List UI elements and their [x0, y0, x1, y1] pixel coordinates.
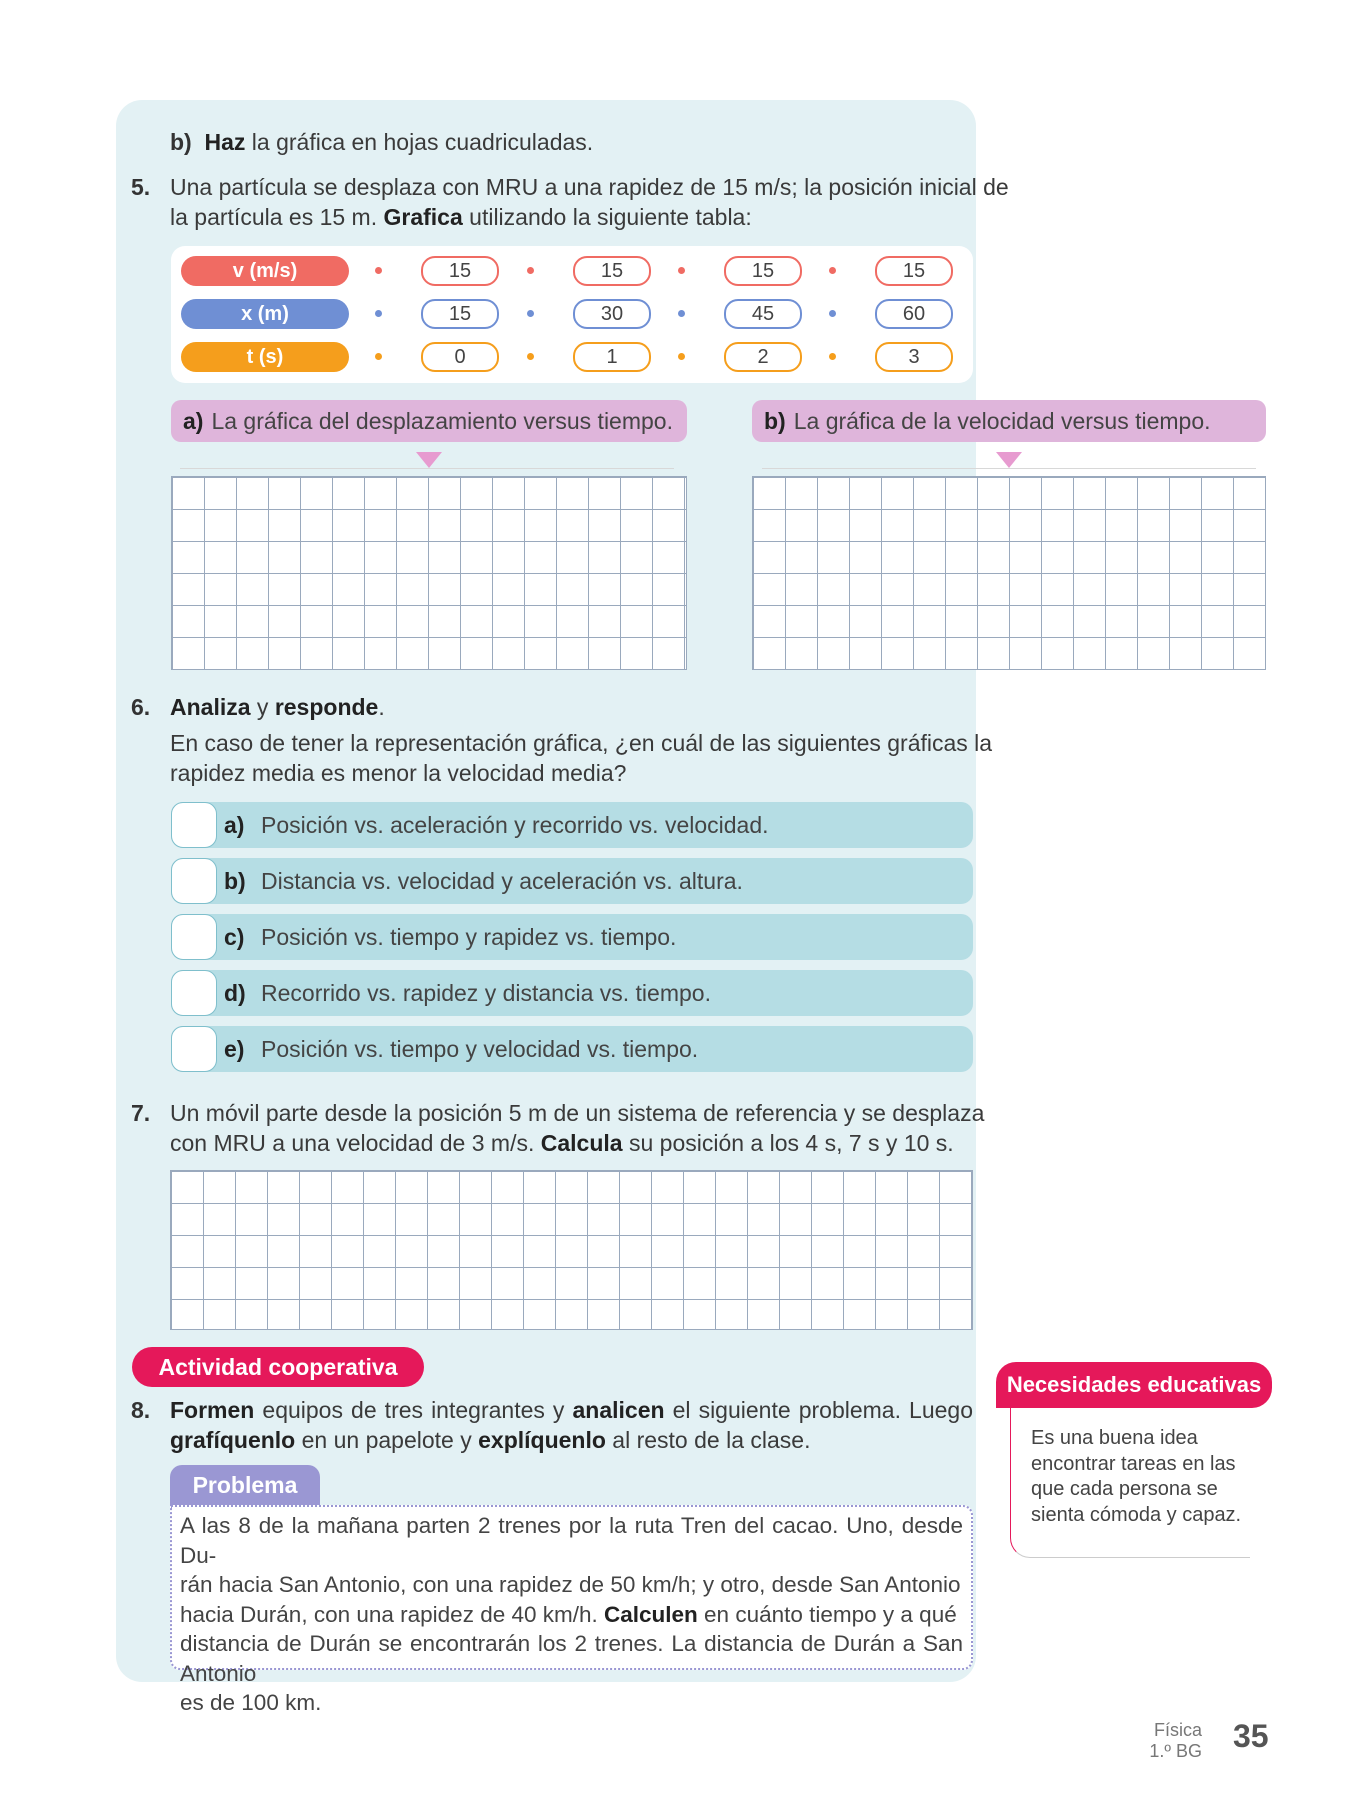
table-row — [181, 342, 961, 372]
q7-number: 7. — [131, 1100, 151, 1126]
item-b-top: b) Haz la gráfica en hojas cuadriculadas. — [170, 129, 594, 155]
option-label: b) — [224, 868, 246, 894]
option-d[interactable] — [171, 970, 973, 1016]
row-label: v (m/s) — [181, 256, 349, 286]
bullet-icon — [678, 310, 685, 317]
problema-line1: A las 8 de la mañana parten 2 trenes por la ruta Tren del cacao. Uno, desde Du- — [180, 1513, 963, 1568]
grid-graph-b[interactable] — [752, 476, 1266, 670]
bullet-icon — [829, 267, 836, 274]
q8-line2: grafíquenlo en un papelote y explíquenlo al resto de la clase. — [170, 1427, 811, 1453]
bullet-icon — [527, 310, 534, 317]
bullet-icon — [829, 310, 836, 317]
table-cell: 2 — [724, 342, 802, 372]
problema-line5: es de 100 km. — [180, 1690, 322, 1715]
answer-checkbox[interactable] — [171, 802, 217, 848]
bullet-icon — [375, 310, 382, 317]
answer-checkbox[interactable] — [171, 914, 217, 960]
q7-line1: Un móvil parte desde la posición 5 m de un sistema de referencia y se desplaza — [170, 1100, 985, 1126]
necesidades-box — [1010, 1408, 1250, 1558]
option-text: Recorrido vs. rapidez y distancia vs. tiempo. — [261, 980, 711, 1006]
graph-a-title: a) La gráfica del desplazamiento versus tiempo. — [171, 400, 687, 442]
bullet-icon — [678, 353, 685, 360]
option-text: Posición vs. aceleración y recorrido vs. velocidad. — [261, 812, 769, 838]
necesidades-line: sienta cómoda y capaz. — [1031, 1503, 1242, 1526]
answer-checkbox[interactable] — [171, 970, 217, 1016]
q6-title: Analiza y responde. — [170, 694, 385, 720]
table-cell: 1 — [573, 342, 651, 372]
table-cell: 45 — [724, 299, 802, 329]
grid-q7[interactable] — [170, 1170, 973, 1330]
option-label: d) — [224, 980, 246, 1006]
q7-line2: con MRU a una velocidad de 3 m/s. Calcula su posición a los 4 s, 7 s y 10 s. — [170, 1130, 954, 1156]
q6-number: 6. — [131, 694, 151, 720]
pointer-b-icon — [996, 452, 1022, 468]
bullet-icon — [375, 267, 382, 274]
table-cell: 15 — [875, 256, 953, 286]
option-text: Distancia vs. velocidad y aceleración vs. altura. — [261, 868, 743, 894]
problema-line4: distancia de Durán se encontrarán los 2 trenes. La distancia de Durán a San Antonio — [180, 1631, 963, 1686]
bullet-icon — [527, 267, 534, 274]
data-table — [171, 246, 973, 383]
option-label: e) — [224, 1036, 245, 1062]
option-text: Posición vs. tiempo y velocidad vs. tiempo. — [261, 1036, 699, 1062]
q8-number: 8. — [131, 1397, 151, 1423]
table-cell: 15 — [724, 256, 802, 286]
problema-line2: rán hacia San Antonio, con una rapidez de 50 km/h; y otro, desde San Antonio — [180, 1572, 961, 1597]
table-cell: 0 — [421, 342, 499, 372]
answer-checkbox[interactable] — [171, 858, 217, 904]
option-b[interactable] — [171, 858, 973, 904]
q6-line1: En caso de tener la representación gráfica, ¿en cuál de las siguientes gráficas la — [170, 730, 993, 756]
table-cell: 15 — [421, 256, 499, 286]
footer-subject: Física 1.º BG — [1149, 1720, 1202, 1761]
option-label: a) — [224, 812, 245, 838]
table-cell: 60 — [875, 299, 953, 329]
option-c[interactable] — [171, 914, 973, 960]
option-text: Posición vs. tiempo y rapidez vs. tiempo. — [261, 924, 677, 950]
divider-b — [762, 468, 1256, 469]
necesidades-line: que cada persona se — [1031, 1478, 1218, 1500]
q6-line2: rapidez media es menor la velocidad media? — [170, 760, 627, 786]
q8-line1: Formen equipos de tres integrantes y analicen el siguiente problema. Luego — [170, 1397, 973, 1423]
problema-tab: Problema — [170, 1465, 320, 1505]
q5-number: 5. — [131, 174, 151, 200]
divider-a — [180, 468, 674, 469]
option-e[interactable] — [171, 1026, 973, 1072]
table-cell: 15 — [421, 299, 499, 329]
graph-b-title: b) La gráfica de la velocidad versus tiempo. — [752, 400, 1266, 442]
row-label: t (s) — [181, 342, 349, 372]
table-cell: 15 — [573, 256, 651, 286]
necesidades-line: Es una buena idea — [1031, 1427, 1198, 1449]
bullet-icon — [678, 267, 685, 274]
option-a[interactable] — [171, 802, 973, 848]
bullet-icon — [829, 353, 836, 360]
problema-box — [170, 1505, 973, 1715]
table-row — [181, 299, 961, 329]
necesidades-line: encontrar tareas en las — [1031, 1452, 1236, 1475]
option-label: c) — [224, 924, 245, 950]
coop-activity-badge: Actividad cooperativa — [132, 1347, 424, 1387]
table-cell: 3 — [875, 342, 953, 372]
bullet-icon — [375, 353, 382, 360]
pointer-a-icon — [416, 452, 442, 468]
page-number: 35 — [1233, 1718, 1269, 1754]
problema-line3: hacia Durán, con una rapidez de 40 km/h. Calculen en cuánto tiempo y a qué — [180, 1601, 957, 1627]
answer-checkbox[interactable] — [171, 1026, 217, 1072]
bullet-icon — [527, 353, 534, 360]
table-cell: 30 — [573, 299, 651, 329]
q5-line2: la partícula es 15 m. Grafica utilizando la siguiente tabla: — [170, 204, 752, 230]
row-label: x (m) — [181, 299, 349, 329]
q5-line1: Una partícula se desplaza con MRU a una rapidez de 15 m/s; la posición inicial de — [170, 174, 1009, 200]
grid-graph-a[interactable] — [171, 476, 687, 670]
table-row — [181, 256, 961, 286]
necesidades-title: Necesidades educativas — [996, 1362, 1272, 1408]
